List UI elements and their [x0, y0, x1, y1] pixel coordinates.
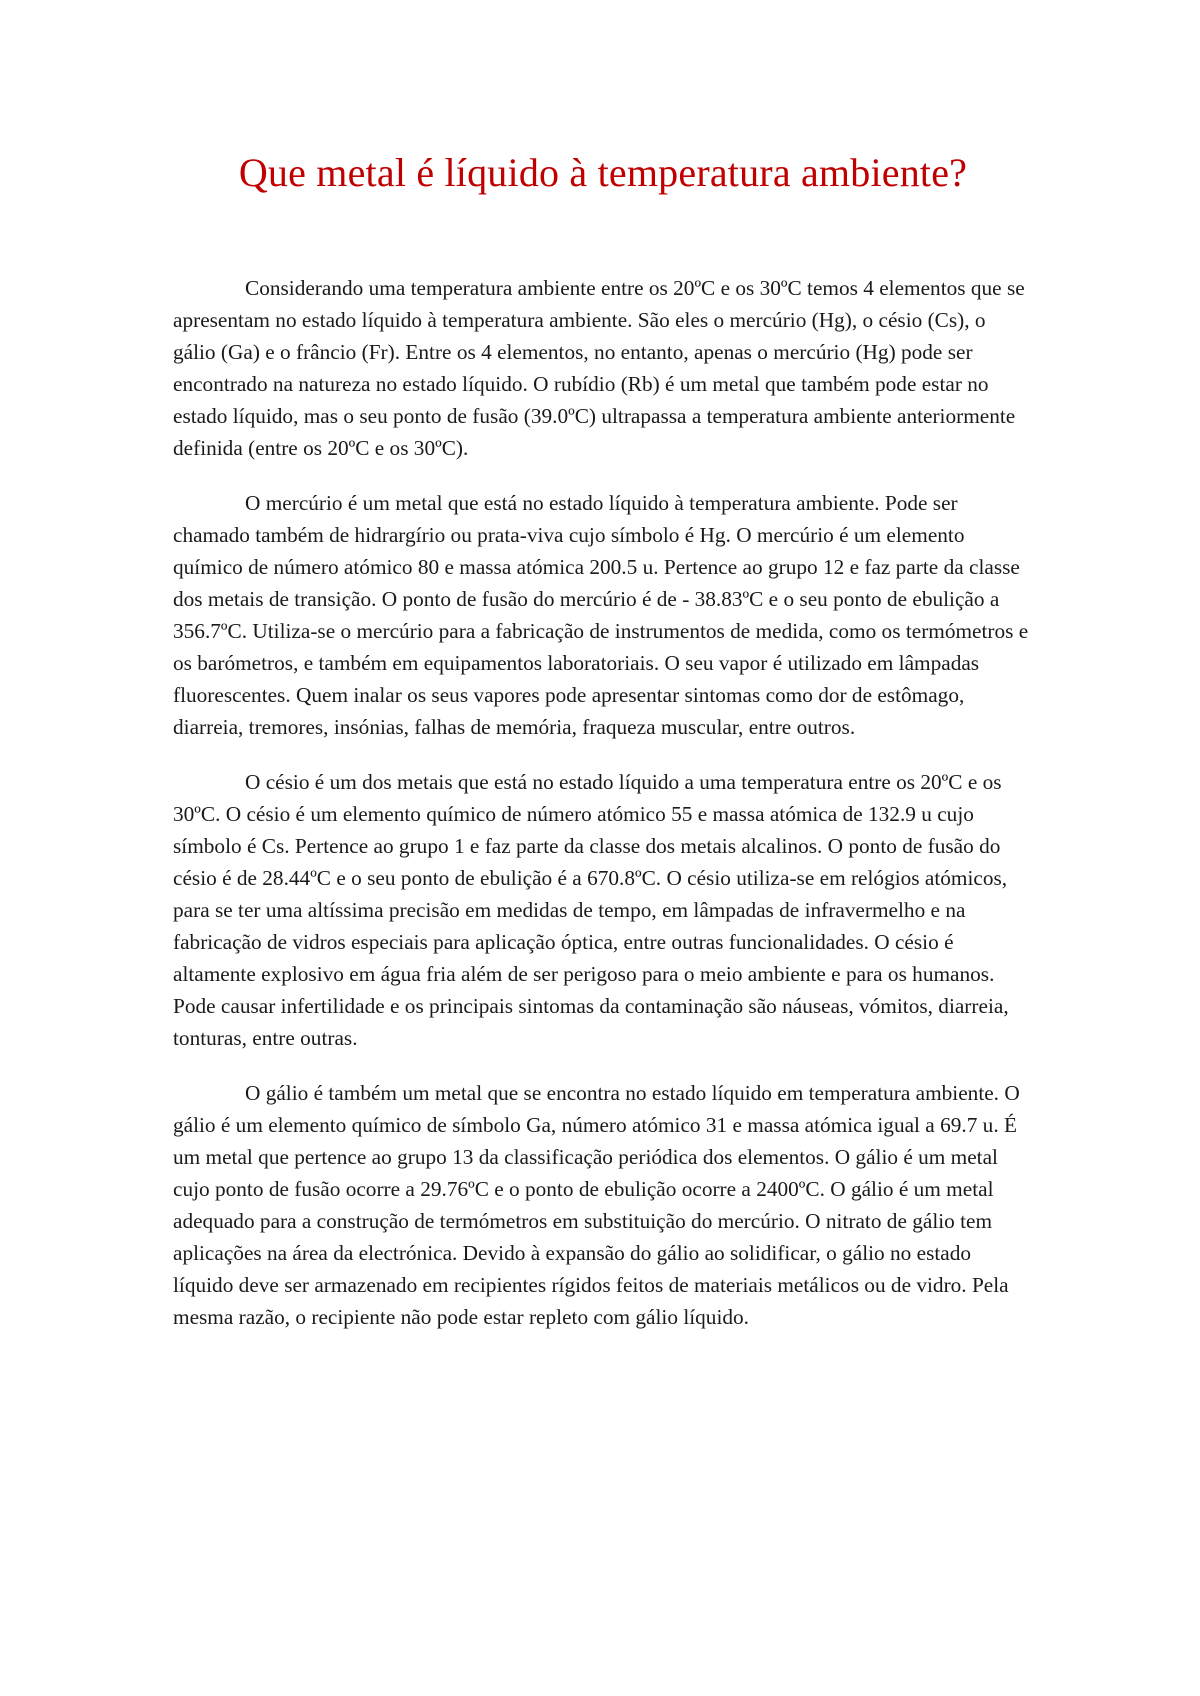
paragraph-mercurio: O mercúrio é um metal que está no estado líquido à temperatura ambiente. Pode ser chamado também de hidrargírio ou prata-viva cujo símbolo é Hg. O mercúrio é um elemento químico de número atómico 80 e massa atómica 200.5 u. Pertence ao grupo 12 e faz parte da classe dos metais de transição. O ponto de fusão do mercúrio é de - 38.83ºC e o seu ponto de ebulição a 356.7ºC. Utiliza-se o mercúrio para a fabricação de instrumentos de medida, como os termómetros e os barómetros, e também em equipamentos laboratoriais. O seu vapor é utilizado em lâmpadas fluorescentes. Quem inalar os seus vapores pode apresentar sintomas como dor de estômago, diarreia, tremores, insónias, falhas de memória, fraqueza muscular, entre outros. — [173, 491, 1029, 739]
paragraph-galio: O gálio é também um metal que se encontra no estado líquido em temperatura ambiente. O gálio é um elemento químico de símbolo Ga, número atómico 31 e massa atómica igual a 69.7 u. É um metal que pertence ao grupo 13 da classificação periódica dos elementos. O gálio é um metal cujo ponto de fusão ocorre a 29.76ºC e o ponto de ebulição ocorre a 2400ºC. O gálio é um metal adequado para a construção de termómetros em substituição do mercúrio. O nitrato de gálio tem aplicações na área da electrónica. Devido à expansão do gálio ao solidificar, o gálio no estado líquido deve ser armazenado em recipientes rígidos feitos de materiais metálicos ou de vidro. Pela mesma razão, o recipiente não pode estar repleto com gálio líquido. — [173, 1081, 1020, 1329]
document-title: Que metal é líquido à temperatura ambiente? — [238, 150, 968, 195]
document-body — [173, 272, 1033, 1356]
paragraph-cesio: O césio é um dos metais que está no estado líquido a uma temperatura entre os 20ºC e os 30ºC. O césio é um elemento químico de número atómico 55 e massa atómica de 132.9 u cujo símbolo é Cs. Pertence ao grupo 1 e faz parte da classe dos metais alcalinos. O ponto de fusão do césio é de 28.44ºC e o seu ponto de ebulição é a 670.8ºC. O césio utiliza-se em relógios atómicos, para se ter uma altíssima precisão em medidas de tempo, em lâmpadas de infravermelho e na fabricação de vidros especiais para aplicação óptica, entre outras funcionalidades. O césio é altamente explosivo em água fria além de ser perigoso para o meio ambiente e para os humanos. Pode causar infertilidade e os principais sintomas da contaminação são náuseas, vómitos, diarreia, tonturas, entre outras. — [173, 770, 1009, 1050]
paragraph-intro: Considerando uma temperatura ambiente entre os 20ºC e os 30ºC temos 4 elementos que se apresentam no estado líquido à temperatura ambiente. São eles o mercúrio (Hg), o césio (Cs), o gálio (Ga) e o frâncio (Fr). Entre os 4 elementos, no entanto, apenas o mercúrio (Hg) pode ser encontrado na natureza no estado líquido. O rubídio (Rb) é um metal que também pode estar no estado líquido, mas o seu ponto de fusão (39.0ºC) ultrapassa a temperatura ambiente anteriormente definida (entre os 20ºC e os 30ºC). — [173, 276, 1025, 460]
